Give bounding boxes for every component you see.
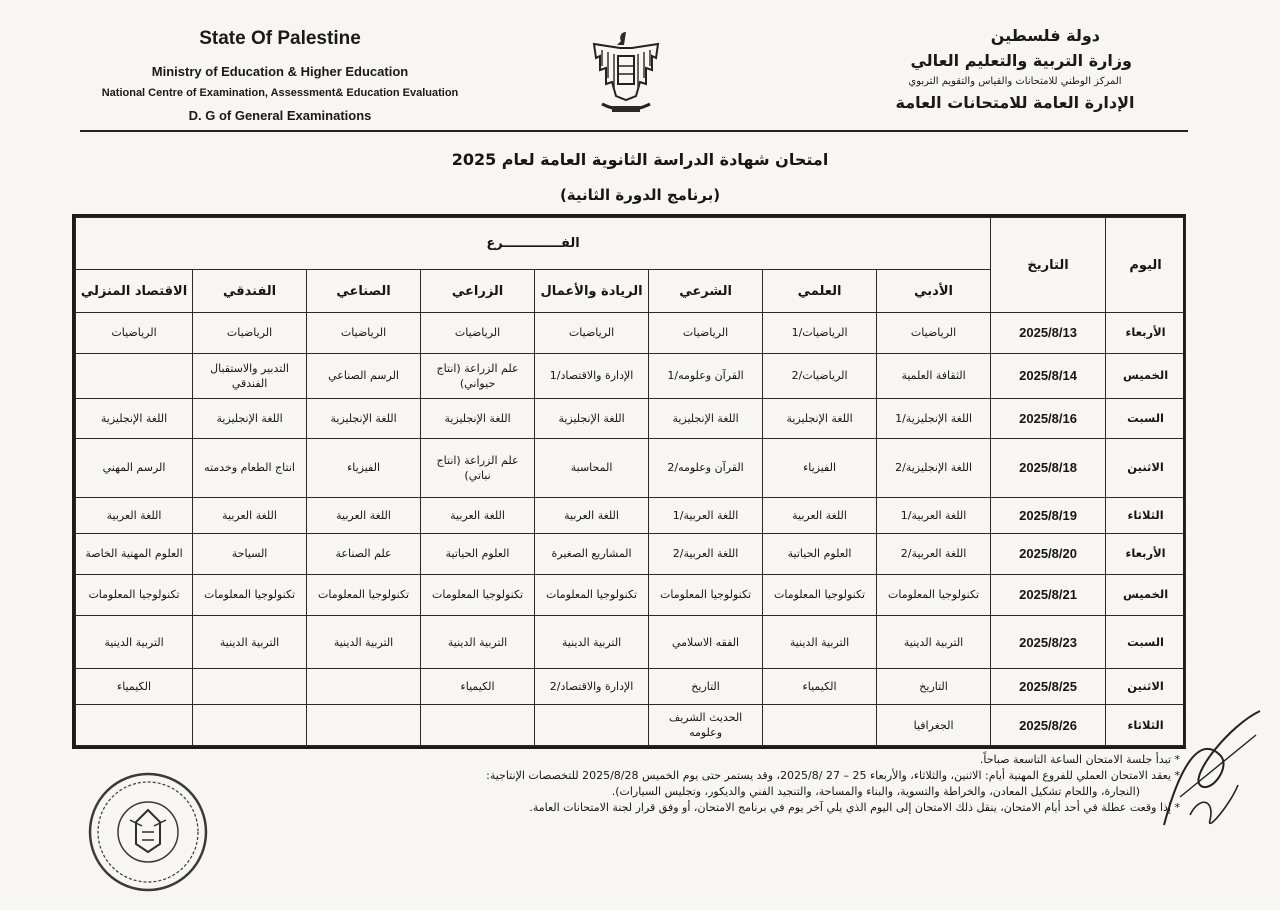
- subject-cell: التربية الدينية: [763, 616, 877, 669]
- subject-cell: الإدارة والاقتصاد/2: [535, 668, 649, 705]
- subject-cell: الثقافة العلمية: [877, 353, 991, 399]
- table-row: [76, 705, 1186, 746]
- eagle-emblem-icon: [590, 26, 662, 118]
- subject-cell: الرياضيات/2: [763, 353, 877, 399]
- subject-cell: الرياضيات: [877, 313, 991, 354]
- subject-cell: الرياضيات: [649, 313, 763, 354]
- date-cell: 2025/8/20: [991, 534, 1106, 575]
- subject-cell: اللغة الإنجليزية: [76, 399, 193, 439]
- date-cell: 2025/8/18: [991, 438, 1106, 497]
- subject-cell: [76, 705, 193, 746]
- subject-cell: التربية الدينية: [307, 616, 421, 669]
- state-title-ar: دولة فلسطين: [990, 26, 1100, 45]
- subject-cell: [307, 705, 421, 746]
- subject-cell: اللغة العربية: [76, 497, 193, 534]
- subject-cell: الرياضيات: [307, 313, 421, 354]
- subject-cell: الرياضيات: [535, 313, 649, 354]
- ministry-ar: وزارة التربية والتعليم العالي: [910, 51, 1132, 70]
- subject-cell: الرياضيات: [193, 313, 307, 354]
- subject-cell: [307, 668, 421, 705]
- subject-cell: الجغرافيا: [877, 705, 991, 746]
- subject-cell: السياحة: [193, 534, 307, 575]
- subject-cell: تكنولوجيا المعلومات: [763, 574, 877, 616]
- date-cell: 2025/8/13: [991, 313, 1106, 354]
- subject-cell: [193, 668, 307, 705]
- day-cell: الاثنين: [1106, 668, 1186, 705]
- subject-cell: تكنولوجيا المعلومات: [76, 574, 193, 616]
- subject-cell: الكيمياء: [763, 668, 877, 705]
- date-cell: 2025/8/25: [991, 668, 1106, 705]
- subject-cell: العلوم الحياتية: [421, 534, 535, 575]
- note-item: (النجارة، واللحام تشكيل المعادن، والخراطة والتسوية، والبناء والمساحة، والتنجيد الفني والديكور، وتجليس السيارات).: [611, 785, 1140, 798]
- branch-group-header: الفـــــــــــــرع: [76, 218, 991, 270]
- header-arabic: [870, 26, 1160, 112]
- header-divider: [80, 130, 1188, 132]
- page-subtitle: (برنامج الدورة الثانية): [559, 186, 721, 204]
- subject-cell: [535, 705, 649, 746]
- subject-cell: اللغة العربية: [193, 497, 307, 534]
- subject-cell: تكنولوجيا المعلومات: [307, 574, 421, 616]
- date-cell: 2025/8/19: [991, 497, 1106, 534]
- subject-cell: الفيزياء: [763, 438, 877, 497]
- branch-header: الزراعي: [421, 270, 535, 313]
- directorate-en: D. G of General Examinations: [188, 108, 372, 123]
- branch-header: الأدبي: [877, 270, 991, 313]
- day-column-header: اليوم: [1106, 218, 1186, 313]
- ministry-en: Ministry of Education & Higher Education: [151, 64, 409, 79]
- subject-cell: اللغة العربية: [421, 497, 535, 534]
- subject-cell: القرآن وعلومه/2: [649, 438, 763, 497]
- state-title-en: State Of Palestine: [199, 28, 361, 49]
- table-row: [76, 399, 1186, 439]
- subject-cell: الرياضيات/1: [763, 313, 877, 354]
- subject-cell: اللغة الإنجليزية: [649, 399, 763, 439]
- subject-cell: اللغة الإنجليزية/1: [877, 399, 991, 439]
- subject-cell: اللغة العربية: [763, 497, 877, 534]
- subject-cell: تكنولوجيا المعلومات: [421, 574, 535, 616]
- day-cell: الخميس: [1106, 574, 1186, 616]
- date-column-header: التاريخ: [991, 218, 1106, 313]
- subject-cell: اللغة الإنجليزية: [535, 399, 649, 439]
- subject-cell: اللغة الإنجليزية/2: [877, 438, 991, 497]
- subject-cell: التدبير والاستقبال الفندقي: [193, 353, 307, 399]
- subject-cell: اللغة العربية: [307, 497, 421, 534]
- date-cell: 2025/8/16: [991, 399, 1106, 439]
- subject-cell: اللغة الإنجليزية: [307, 399, 421, 439]
- subject-cell: التاريخ: [649, 668, 763, 705]
- subject-cell: الرياضيات: [421, 313, 535, 354]
- table-row: [76, 534, 1186, 575]
- subject-cell: التاريخ: [877, 668, 991, 705]
- subject-cell: علم الزراعة (انتاج حيواني): [421, 353, 535, 399]
- branch-header: الشرعي: [649, 270, 763, 313]
- notes-block: [230, 752, 1180, 816]
- subject-cell: اللغة العربية/1: [877, 497, 991, 534]
- subject-cell: انتاج الطعام وخدمته: [193, 438, 307, 497]
- day-cell: الخميس: [1106, 353, 1186, 399]
- table-row: [76, 668, 1186, 705]
- subject-cell: علم الزراعة (انتاج نباتي): [421, 438, 535, 497]
- subject-cell: تكنولوجيا المعلومات: [649, 574, 763, 616]
- table-row: [76, 313, 1186, 354]
- subject-cell: الرياضيات: [76, 313, 193, 354]
- subject-cell: [421, 705, 535, 746]
- subject-cell: [193, 705, 307, 746]
- subject-cell: اللغة الإنجليزية: [193, 399, 307, 439]
- note-item: * تبدأ جلسة الامتحان الساعة التاسعة صباحاً.: [979, 753, 1180, 766]
- day-cell: السبت: [1106, 616, 1186, 669]
- day-cell: الاثنين: [1106, 438, 1186, 497]
- table-row: [76, 574, 1186, 616]
- centre-ar: المركز الوطني للامتحانات والقياس والتقويم التربوي: [908, 76, 1122, 87]
- subject-cell: التربية الدينية: [193, 616, 307, 669]
- subject-cell: الإدارة والاقتصاد/1: [535, 353, 649, 399]
- subject-cell: اللغة العربية: [535, 497, 649, 534]
- subject-cell: تكنولوجيا المعلومات: [877, 574, 991, 616]
- date-cell: 2025/8/21: [991, 574, 1106, 616]
- subject-cell: الفيزياء: [307, 438, 421, 497]
- subject-cell: [763, 705, 877, 746]
- table-row: [76, 438, 1186, 497]
- day-cell: الأربعاء: [1106, 534, 1186, 575]
- subject-cell: اللغة العربية/1: [649, 497, 763, 534]
- header-english: [70, 28, 490, 123]
- table-row: [76, 497, 1186, 534]
- centre-en: National Centre of Examination, Assessment& Education Evaluation: [101, 87, 459, 99]
- branch-header: العلمي: [763, 270, 877, 313]
- subject-cell: الحديث الشريف وعلومه: [649, 705, 763, 746]
- table-row: [76, 616, 1186, 669]
- subject-cell: الرسم الصناعي: [307, 353, 421, 399]
- subject-cell: تكنولوجيا المعلومات: [535, 574, 649, 616]
- subject-cell: المشاريع الصغيرة: [535, 534, 649, 575]
- subject-cell: المحاسبة: [535, 438, 649, 497]
- branch-header: الصناعي: [307, 270, 421, 313]
- date-cell: 2025/8/26: [991, 705, 1106, 746]
- subject-cell: اللغة العربية/2: [649, 534, 763, 575]
- date-cell: 2025/8/23: [991, 616, 1106, 669]
- table-row: [76, 353, 1186, 399]
- subject-cell: التربية الدينية: [421, 616, 535, 669]
- signature-icon: [1160, 705, 1270, 845]
- branch-header: الريادة والأعمال: [535, 270, 649, 313]
- day-cell: الأربعاء: [1106, 313, 1186, 354]
- day-cell: السبت: [1106, 399, 1186, 439]
- day-cell: الثلاثاء: [1106, 705, 1186, 746]
- subject-cell: العلوم الحياتية: [763, 534, 877, 575]
- day-cell: الثلاثاء: [1106, 497, 1186, 534]
- note-item: * إذا وقعت عطلة في أحد أيام الامتحان، ينقل ذلك الامتحان إلى اليوم الذي يلي آخر يوم في برنامج الامتحان، أو وفق قرار لجنة الامتحانات العامة.: [529, 801, 1180, 814]
- subject-cell: التربية الدينية: [877, 616, 991, 669]
- subject-cell: علم الصناعة: [307, 534, 421, 575]
- note-item: * يعقد الامتحان العملي للفروع المهنية أيام: الاثنين، والثلاثاء، والأربعاء 25 – 27 /2025/8، وقد يستمر حتى يوم الخميس 2025/8/28 للتخصصات الإنتاجية:: [486, 769, 1180, 782]
- subject-cell: القرآن وعلومه/1: [649, 353, 763, 399]
- subject-cell: اللغة الإنجليزية: [421, 399, 535, 439]
- directorate-ar: الإدارة العامة للامتحانات العامة: [895, 93, 1135, 112]
- date-cell: 2025/8/14: [991, 353, 1106, 399]
- branch-header: الاقتصاد المنزلي: [76, 270, 193, 313]
- subject-cell: الرسم المهني: [76, 438, 193, 497]
- subject-cell: [76, 353, 193, 399]
- subject-cell: التربية الدينية: [535, 616, 649, 669]
- page-title: امتحان شهادة الدراسة الثانوية العامة لعام 2025: [451, 150, 829, 169]
- official-seal-icon: [86, 770, 210, 894]
- subject-cell: الفقه الاسلامي: [649, 616, 763, 669]
- branch-header: الفندقي: [193, 270, 307, 313]
- subject-cell: اللغة الإنجليزية: [763, 399, 877, 439]
- subject-cell: اللغة العربية/2: [877, 534, 991, 575]
- exam-schedule-table: [72, 214, 1186, 749]
- subject-cell: الكيمياء: [421, 668, 535, 705]
- subject-cell: العلوم المهنية الخاصة: [76, 534, 193, 575]
- subject-cell: تكنولوجيا المعلومات: [193, 574, 307, 616]
- subject-cell: الكيمياء: [76, 668, 193, 705]
- subject-cell: التربية الدينية: [76, 616, 193, 669]
